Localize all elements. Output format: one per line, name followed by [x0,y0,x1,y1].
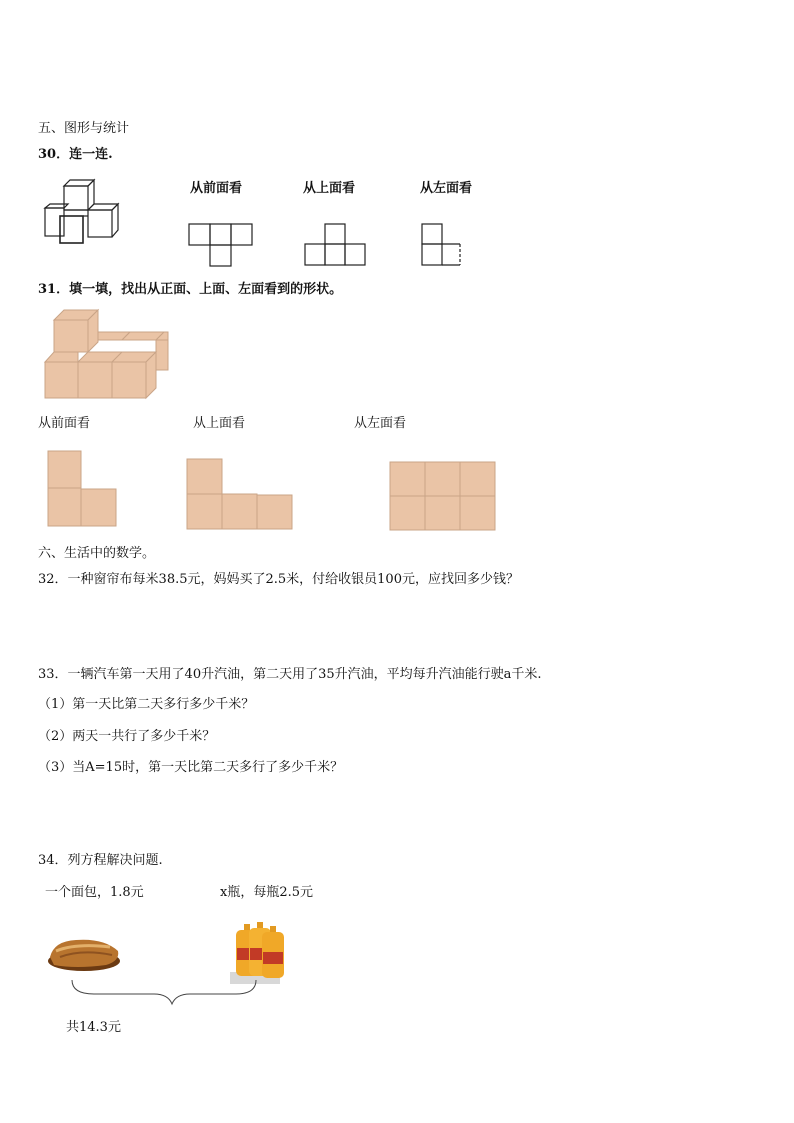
q34-total-label: 共14.3元 [66,1020,121,1035]
q31-view-top-label: 从上面看 [193,416,246,431]
oil-bottles-image [230,922,286,986]
q30-view-left-label: 从左面看 [420,181,473,196]
q30-view-front-label: 从前面看 [190,181,243,196]
q31-view-left-label: 从左面看 [354,416,407,431]
q30-shape-a [188,221,260,267]
section-title-life-math: 六、生活中的数学。 [38,546,156,561]
bread-image [46,935,122,973]
q30-view-top-label: 从上面看 [303,181,356,196]
section-title-graphics: 五、图形与统计 [38,121,130,136]
q30-shape-b [304,220,368,268]
question-30-title: 30．连一连. [38,147,113,162]
question-33-sub-3: （3）当A=15时，第一天比第二天多行了多少千米？ [38,760,344,775]
question-34-title: 34．列方程解决问题. [38,853,163,868]
q31-front-view-answer [47,450,119,528]
q34-bread-price-label: 一个面包，1.8元 [45,885,144,900]
question-31-title: 31．填一填，找出从正面、上面、左面看到的形状。 [38,282,343,297]
question-33-sub-1: （1）第一天比第二天多行多少千米？ [38,697,255,712]
q31-left-view-answer [389,461,499,533]
question-33-title: 33．一辆汽车第一天用了40升汽油，第二天用了35升汽油，平均每升汽油能行驶a千米. [38,667,542,682]
q31-cube-model [42,308,172,402]
question-33-sub-2: （2）两天一共行了多少千米？ [38,729,216,744]
q30-cube-model [40,178,140,248]
q34-bottle-price-label: x瓶，每瓶2.5元 [220,885,314,900]
q31-top-view-answer [186,458,296,532]
question-32-title: 32．一种窗帘布每米38.5元，妈妈买了2.5米，付给收银员100元，应找回多少钱？ [38,572,519,587]
total-brace [64,978,264,1008]
q30-shape-c [421,220,467,268]
q31-view-front-label: 从前面看 [38,416,91,431]
